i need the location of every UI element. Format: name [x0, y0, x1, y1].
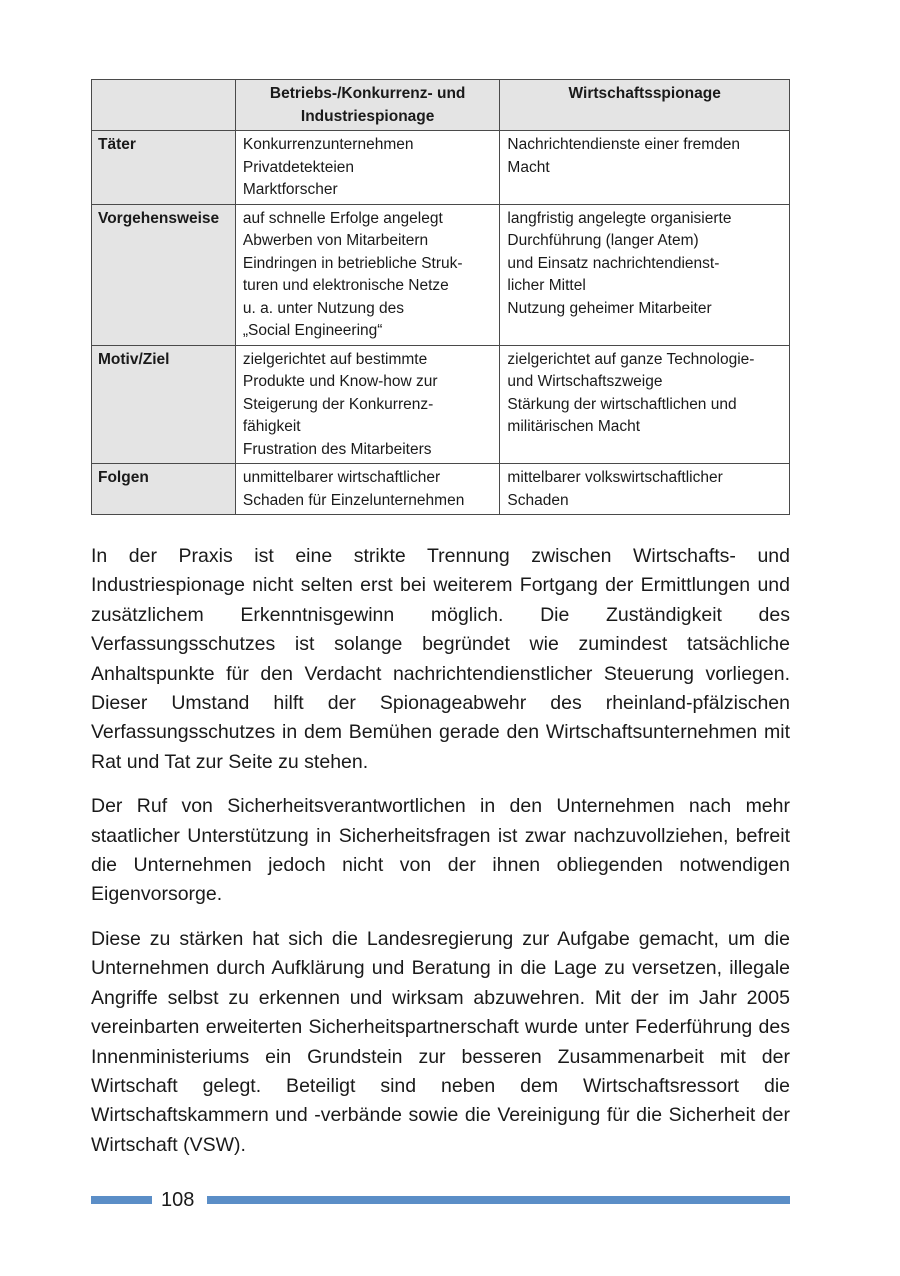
cell-line: langfristig angelegte organisierte [507, 209, 732, 227]
cell-line: Nutzung geheimer Mitarbeiter [507, 299, 712, 317]
page-number: 108 [161, 1189, 195, 1211]
cell-line: Privatdetekteien [242, 158, 355, 176]
paragraph: Der Ruf von Sicherheitsverantwortlichen in den Unternehmen nach mehr staatlicher Unterstützung in Sicherheitsfragen ist zwar nachzuvollziehen, befreit die Unternehmen jedoch nicht von der ihnen obliegenden notwendigen Eigenvorsorge. [91, 795, 790, 906]
cell-wirtschaftsspionage [500, 345, 790, 464]
cell-line: Marktforscher [242, 181, 338, 198]
cell-line: Macht [507, 158, 550, 176]
cell-line: Stärkung der wirtschaftlichen und [507, 395, 737, 413]
header-wirtschaftsspionage [500, 80, 790, 131]
cell-line: Schaden für Einzelunternehmen [242, 491, 465, 509]
cell-line: und Einsatz nachrichtendienst- [507, 254, 720, 272]
cell-line: Steigerung der Konkurrenz- [242, 395, 434, 413]
cell-line: militärischen Macht [507, 418, 641, 435]
header-text: Betriebs-/Konkurrenz- und Industriespionage [269, 85, 466, 125]
table-row [92, 131, 790, 205]
cell-line: Produkte und Know-how zur [242, 373, 438, 390]
cell-line: u. a. unter Nutzung des [242, 299, 404, 317]
paragraph: Diese zu stärken hat sich die Landesregierung zur Aufgabe gemacht, um die Unternehmen durch Aufklärung und Beratung in die Lage zu versetzen, illegale Angriffe selbst zu erkennen und wirksam abzuwehren. Mit der im Jahr 2005 vereinbarten erweiterten Sicherheitspartnerschaft wurde unter Federführung des Innenministeriums ein Grundstein zur besseren Zusammenarbeit mit der Wirtschaft gelegt. Beteiligt sind neben dem Wirtschaftsressort die Wirtschaftskammern und -verbände sowie die Vereinigung für die Sicherheit der Wirtschaft (VSW). [91, 927, 790, 1156]
cell-industriespionage [235, 345, 500, 464]
header-text: Wirtschaftsspionage [568, 85, 721, 102]
table-row [92, 345, 790, 464]
cell-line: Konkurrenzunternehmen [242, 136, 414, 153]
page-footer [91, 1186, 790, 1214]
footer-bar-left [91, 1196, 152, 1204]
comparison-table [91, 79, 790, 515]
cell-line: Eindringen in betriebliche Struk- [242, 254, 463, 272]
cell-industriespionage [235, 204, 500, 345]
cell-industriespionage [235, 464, 500, 515]
cell-line: und Wirtschaftszweige [507, 373, 663, 390]
cell-industriespionage [235, 131, 500, 205]
table-row [92, 204, 790, 345]
row-label-folgen: Folgen [92, 464, 236, 515]
cell-line: unmittelbarer wirtschaftlicher [242, 469, 441, 486]
cell-line: licher Mittel [507, 277, 586, 294]
cell-line: Abwerben von Mitarbeitern [242, 232, 429, 249]
table-header-row [92, 80, 790, 131]
cell-line: fähigkeit [242, 418, 301, 435]
cell-line: „Social Engineering“ [242, 322, 383, 339]
cell-line: zielgerichtet auf ganze Technologie- [507, 350, 755, 368]
cell-wirtschaftsspionage [500, 131, 790, 205]
cell-line: Durchführung (langer Atem) [507, 232, 699, 249]
row-label-vorgehensweise: Vorgehensweise [92, 204, 236, 345]
header-industriespionage [235, 80, 500, 131]
cell-line: auf schnelle Erfolge angelegt [242, 209, 443, 227]
cell-line: Frustration des Mitarbeiters [242, 440, 432, 458]
cell-line: zielgerichtet auf bestimmte [242, 350, 428, 368]
row-label-motiv-ziel: Motiv/Ziel [92, 345, 236, 464]
row-label-taeter: Täter [92, 131, 236, 205]
footer-bar-right [207, 1196, 790, 1204]
table-row [92, 464, 790, 515]
body-text [91, 542, 790, 1175]
cell-wirtschaftsspionage [500, 464, 790, 515]
cell-wirtschaftsspionage [500, 204, 790, 345]
header-empty-cell [92, 80, 236, 131]
cell-line: turen und elektronische Netze [242, 277, 449, 294]
cell-line: Schaden [507, 491, 569, 509]
paragraph: In der Praxis ist eine strikte Trennung zwischen Wirtschafts- und Industriespionage nicht selten erst bei weiterem Fortgang der Ermittlungen und zusätzlichem Erkenntnisgewinn möglich. Die Zuständigkeit des Verfassungsschutzes ist solange begründet wie zumindest tatsächliche Anhaltspunkte für den Verdacht nachrichtendienstlicher Steuerung vorliegen. Dieser Umstand hilft der Spionageabwehr des rheinland-pfälzischen Verfassungsschutzes in dem Bemühen gerade den Wirtschaftsunternehmen mit Rat und Tat zur Seite zu stehen. [91, 545, 790, 773]
cell-line: Nachrichtendienste einer fremden [507, 136, 741, 153]
cell-line: mittelbarer volkswirtschaftlicher [507, 469, 723, 486]
